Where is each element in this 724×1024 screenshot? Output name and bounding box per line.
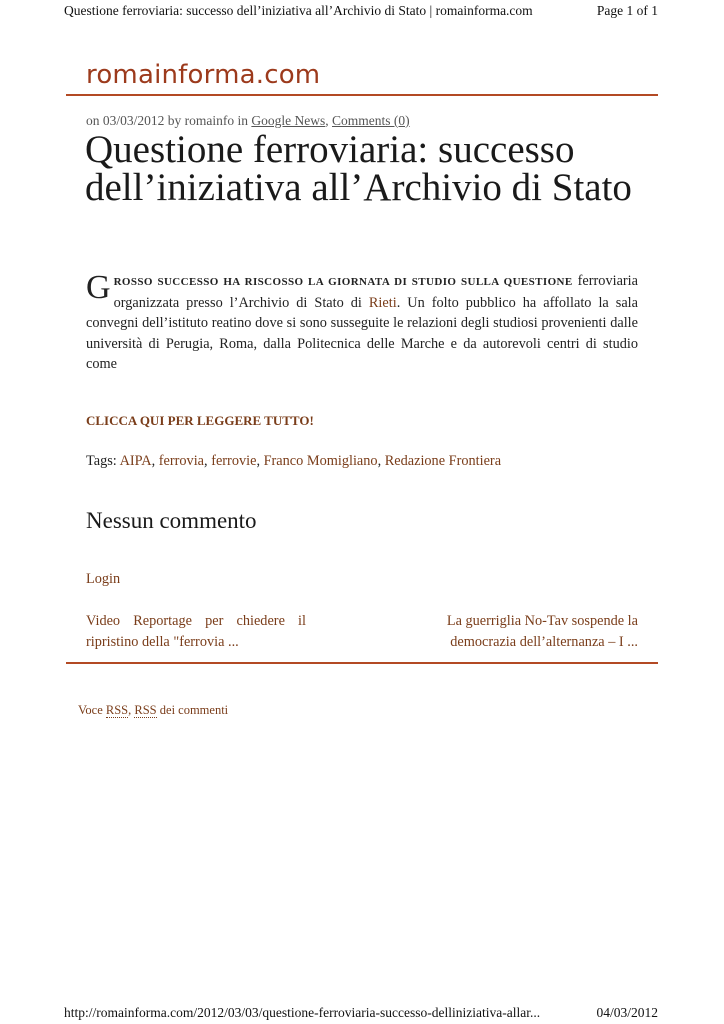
feed-links xyxy=(78,703,228,718)
tag-link[interactable]: Redazione Frontiera xyxy=(384,453,502,469)
read-more-link[interactable]: CLICCA QUI PER LEGGERE TUTTO! xyxy=(86,413,314,428)
print-footer xyxy=(64,1005,658,1021)
login-link[interactable]: Login xyxy=(86,571,121,587)
tag-link[interactable]: ferrovie xyxy=(211,453,257,469)
print-header-title: Questione ferroviaria: successo dell’iniziativa all’Archivio di Stato | romainforma.com xyxy=(64,3,533,18)
feed-separator: , xyxy=(128,703,135,717)
category-link[interactable]: Google News xyxy=(251,113,326,128)
next-post-link[interactable]: La guerriglia No-Tav sospende la democrazia dell’alternanza – I ... xyxy=(446,613,638,650)
post-meta-prefix: on 03/03/2012 by romainfo in xyxy=(86,113,252,128)
body-text-part1: ferroviaria organizzata presso l’Archivio di Stato di xyxy=(113,273,638,311)
footer-divider xyxy=(66,662,658,664)
feed-voce-label: Voce xyxy=(78,703,106,717)
lead-caps: ROSSO SUCCESSO HA RISCOSSO LA GIORNATA DI STUDIO SULLA QUESTIONE xyxy=(113,276,573,288)
feed-comments-suffix: dei commenti xyxy=(156,703,229,717)
rss-comments-link[interactable]: RSS xyxy=(134,703,157,717)
print-footer-url: http://romainforma.com/2012/03/03/questione-ferroviaria-successo-delliniziativa-allar... xyxy=(64,1005,541,1020)
post-meta xyxy=(86,113,410,129)
body-text-part2: . Un folto pubblico ha affollato la sala convegni dell’istituto reatino dove si sono susseguite le relazioni degli studiosi provenienti dalle università di Perugia, Roma, dalla Politecnica delle Marche e da autorevoli centri di studio come xyxy=(86,294,638,372)
post-title: Questione ferroviaria: successo dell’iniziativa all’Archivio di Stato xyxy=(85,128,632,209)
comments-heading: Nessun commento xyxy=(86,508,257,533)
meta-separator: , xyxy=(325,113,332,128)
print-header xyxy=(64,3,658,19)
site-title-link[interactable]: romainforma.com xyxy=(86,60,321,90)
dropcap: G xyxy=(86,269,111,306)
previous-post-link[interactable]: Video Reportage per chiedere il ripristino della "ferrovia ... xyxy=(86,613,306,650)
post-body xyxy=(86,271,638,375)
tags-line: Tags: AIPA, ferrovia, ferrovie, Franco Momigliano, Redazione Frontiera xyxy=(86,453,502,469)
print-footer-date: 04/03/2012 xyxy=(596,1005,658,1020)
print-header-page: Page 1 of 1 xyxy=(596,3,658,18)
tag-link[interactable]: ferrovia xyxy=(158,453,205,469)
rss-link[interactable]: RSS xyxy=(105,703,129,717)
comments-count-link[interactable]: Comments (0) xyxy=(332,113,410,128)
rieti-link[interactable]: Rieti xyxy=(368,294,397,311)
tag-link[interactable]: AIPA xyxy=(119,453,152,469)
header-divider xyxy=(66,94,658,96)
tags-label: Tags: xyxy=(86,453,120,469)
tag-link[interactable]: Franco Momigliano xyxy=(263,453,378,469)
